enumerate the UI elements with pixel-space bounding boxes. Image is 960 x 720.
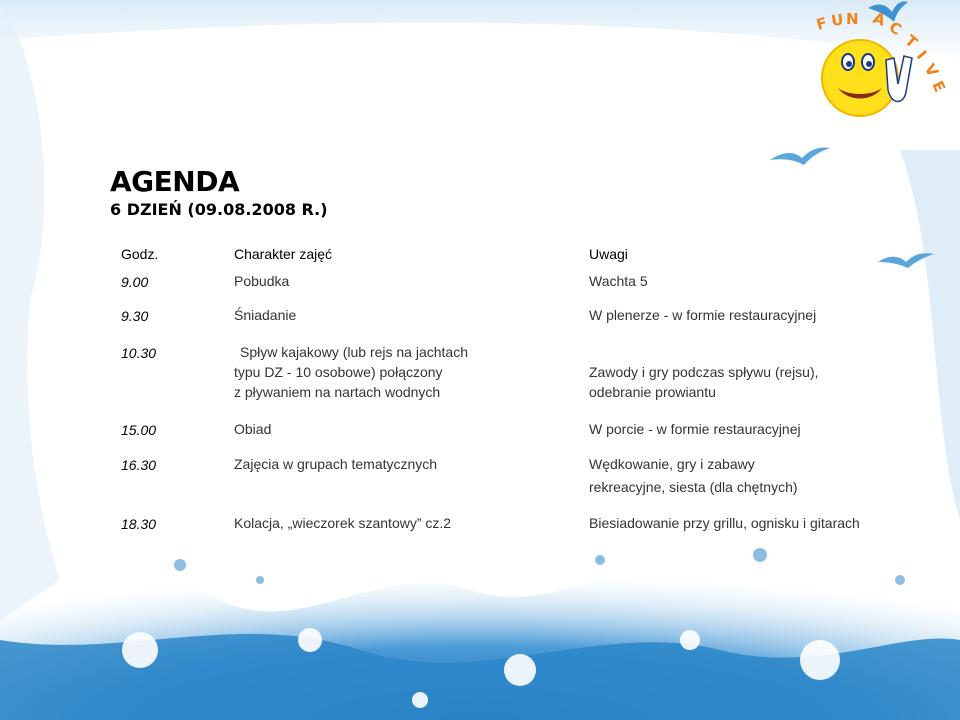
row-activity: Kolacja, „wieczorek szantowy” cz.2 <box>234 515 452 531</box>
row-time: 18.30 <box>121 516 157 532</box>
row-time: 9.30 <box>121 308 149 324</box>
svg-text:I: I <box>912 47 931 63</box>
row-notes: W porcie - w formie restauracyjnej <box>589 421 801 437</box>
svg-text:U: U <box>830 10 845 30</box>
column-header-activity: Charakter zajęć <box>234 246 333 262</box>
row-notes: Wędkowanie, gry i zabawy <box>589 456 755 472</box>
row-time: 15.00 <box>121 422 157 438</box>
svg-text:T: T <box>901 31 921 52</box>
svg-text:C: C <box>886 17 905 39</box>
row-notes: Biesiadowanie przy grillu, ognisku i gitarach <box>589 515 860 531</box>
row-time: 10.30 <box>121 345 157 361</box>
row-activity: z pływaniem na nartach wodnych <box>234 384 441 400</box>
row-activity: typu DZ - 10 osobowe) połączony <box>234 364 443 380</box>
column-header-time: Godz. <box>121 246 159 262</box>
column-header-notes: Uwagi <box>589 246 628 262</box>
row-notes: Wachta 5 <box>589 273 648 289</box>
svg-text:N: N <box>846 10 859 28</box>
fun-active-logo <box>808 0 960 130</box>
row-notes: odebranie prowiantu <box>589 384 716 400</box>
row-activity: Śniadanie <box>234 307 297 323</box>
row-activity: Pobudka <box>234 273 290 289</box>
row-time: 9.00 <box>121 274 149 290</box>
row-time: 16.30 <box>121 457 157 473</box>
row-notes: rekreacyjne, siesta (dla chętnych) <box>589 479 798 495</box>
svg-text:E: E <box>928 78 950 95</box>
svg-text:A: A <box>870 8 888 30</box>
svg-text:F: F <box>814 13 829 34</box>
agenda-day-subtitle: 6 DZIEŃ (09.08.2008 R.) <box>110 200 328 219</box>
row-notes: W plenerze - w formie restauracyjnej <box>589 307 817 323</box>
row-activity: Zajęcia w grupach tematycznych <box>234 456 438 472</box>
row-notes: Zawody i gry podczas spływu (rejsu), <box>589 364 819 380</box>
row-activity: Obiad <box>234 421 272 437</box>
agenda-title: AGENDA <box>110 165 240 198</box>
row-activity: Spływ kajakowy (lub rejs na jachtach <box>240 344 468 360</box>
seagull-icon <box>770 147 830 165</box>
svg-text:V: V <box>920 60 943 80</box>
